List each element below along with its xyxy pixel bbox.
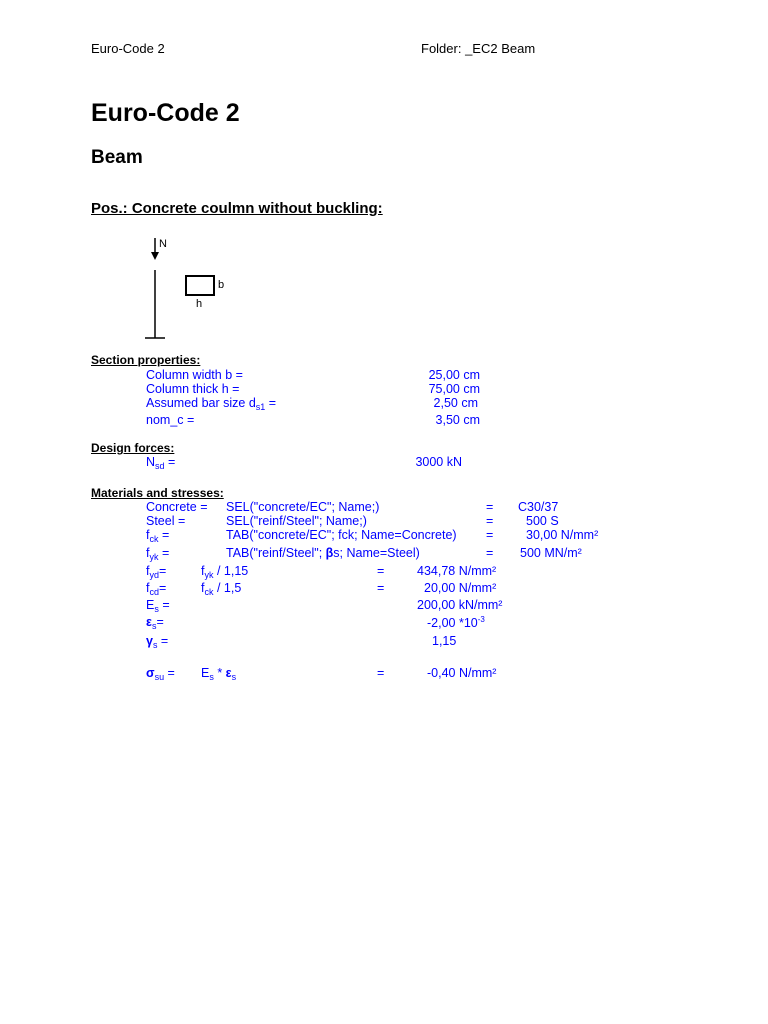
fyd-formula: $f_{yk} / 1,15$	[201, 564, 249, 580]
sigma-su-label: $\sigma_{su}$ =	[146, 666, 175, 682]
column-thick-label: Column thick h =	[146, 382, 240, 396]
nom-c-label: nom_c =	[146, 413, 195, 427]
position-title: Pos.: Concrete coulmn without buckling:	[91, 200, 383, 217]
bar-size-label: Assumed bar size $d_{s1}$ =	[146, 396, 277, 412]
load-label: N	[159, 238, 167, 250]
concrete-label: Concrete =	[146, 500, 208, 514]
fyk-formula: TAB("reinf/Steel"; βs; Name=Steel)	[226, 546, 420, 560]
gamma-s-label: $\gamma_s$ =	[146, 634, 169, 650]
nom-c-value: 3,50 cm	[435, 413, 480, 427]
header-right: Folder: _EC2 Beam	[421, 41, 536, 56]
epsilon-s-value: -2,00 $*10^{-3}$	[427, 615, 485, 630]
es-value: 200,00 kN/mm²	[417, 598, 503, 612]
section-rectangle	[186, 276, 214, 295]
sigma-su-value: -0,40 N/mm²	[427, 666, 497, 680]
es-label: $E_s$ =	[146, 598, 170, 614]
gamma-s-value: 1,15	[432, 634, 457, 648]
load-arrow-head	[151, 252, 159, 260]
section-properties-heading: Section properties:	[91, 353, 201, 367]
fck-equals: =	[486, 528, 494, 542]
header-left: Euro-Code 2	[91, 41, 165, 56]
width-label: b	[218, 279, 225, 291]
concrete-formula: SEL("concrete/EC"; Name;)	[226, 500, 380, 514]
column-thick-value: 75,00 cm	[428, 382, 480, 396]
page-title: Euro-Code 2	[91, 99, 240, 127]
fck-label: $f_{ck}$ =	[146, 528, 170, 544]
steel-equals: =	[486, 514, 494, 528]
steel-label: Steel =	[146, 514, 186, 528]
concrete-equals: =	[486, 500, 494, 514]
fck-formula: TAB("concrete/EC"; fck; Name=Concrete)	[226, 528, 457, 542]
fcd-formula: $f_{ck} / 1,5$	[201, 581, 242, 597]
nsd-value: 3000 kN	[415, 455, 462, 469]
fck-value: 30,00 N/mm²	[526, 528, 599, 542]
column-sketch	[140, 232, 240, 344]
nsd-label: $N_{sd}$ =	[146, 455, 176, 471]
design-forces-heading: Design forces:	[91, 441, 175, 455]
epsilon-s-label: $\varepsilon_s=$	[146, 615, 164, 631]
fyk-label: $f_{yk}$ =	[146, 546, 170, 562]
sigma-su-formula: $E_s * \varepsilon_s$	[201, 666, 237, 682]
steel-formula: SEL("reinf/Steel"; Name;)	[226, 514, 367, 528]
fyd-label: $f_{yd}=$	[146, 564, 167, 580]
fcd-value: 20,00 N/mm²	[424, 581, 497, 595]
page-subtitle: Beam	[91, 147, 143, 168]
steel-value: 500 S	[526, 514, 559, 528]
fyk-value: 500 MN/m²	[520, 546, 582, 560]
fyd-value: 434,78 N/mm²	[417, 564, 497, 578]
fyk-equals: =	[486, 546, 494, 560]
column-width-label: Column width b =	[146, 368, 243, 382]
bar-size-value: 2,50 cm	[433, 396, 478, 410]
fcd-equals: =	[377, 581, 385, 595]
concrete-value: C30/37	[518, 500, 559, 514]
materials-heading: Materials and stresses:	[91, 486, 224, 500]
fcd-label: $f_{cd}=$	[146, 581, 167, 597]
height-label: h	[196, 298, 203, 310]
fyd-equals: =	[377, 564, 385, 578]
sigma-su-equals: =	[377, 666, 385, 680]
column-width-value: 25,00 cm	[428, 368, 480, 382]
